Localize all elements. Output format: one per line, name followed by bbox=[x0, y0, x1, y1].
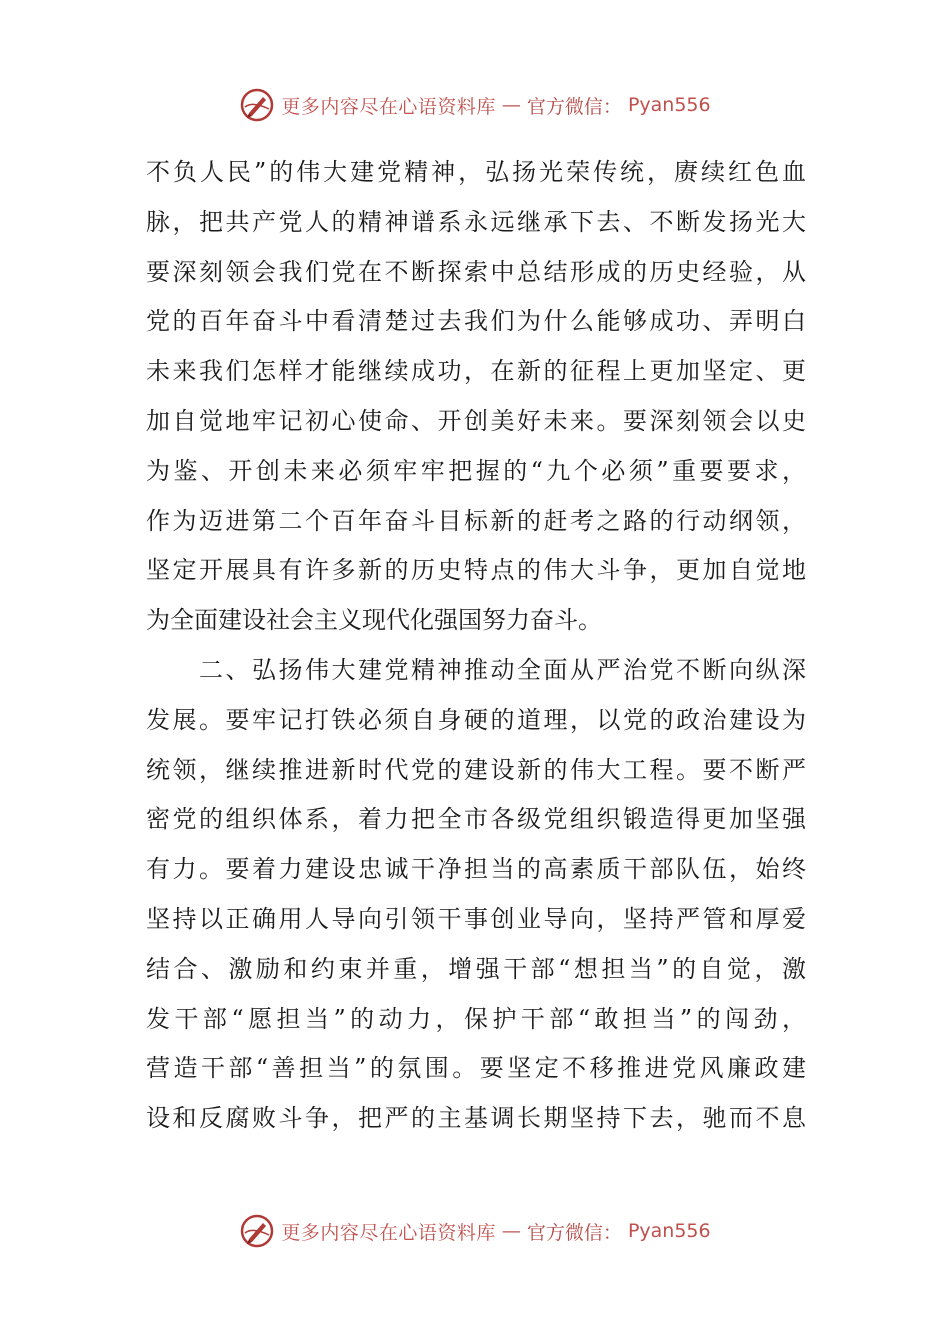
footer-watermark-banner bbox=[0, 1211, 950, 1251]
text-line: 发干部“愿担当”的动力，保护干部“敢担当”的闯劲， bbox=[146, 1004, 806, 1033]
text-line: 为全面建设社会主义现代化强国努力奋斗。 bbox=[146, 606, 602, 635]
banner-dash: — bbox=[501, 1220, 521, 1242]
banner-slogan: 更多内容尽在心语资料库 bbox=[281, 95, 496, 118]
text-line: 营造干部“善担当”的氛围。要坚定不移推进党风廉政建 bbox=[146, 1054, 806, 1083]
banner-wechat-label: 官方微信： bbox=[526, 95, 622, 118]
text-line: 统领，继续推进新时代党的建设新的伟大工程。要不断严 bbox=[146, 755, 806, 784]
document-body bbox=[146, 148, 806, 1144]
text-line: 坚持以正确用人导向引领干事创业导向，坚持严管和厚爱 bbox=[146, 904, 806, 933]
text-line: 为鉴、开创未来必须牢牢把握的“九个必须”重要要求， bbox=[146, 456, 806, 485]
banner-slogan: 更多内容尽在心语资料库 bbox=[281, 1221, 496, 1244]
banner-wechat-label: 官方微信： bbox=[526, 1221, 622, 1244]
text-line: 结合、激励和约束并重，增强干部“想担当”的自觉，激 bbox=[146, 954, 806, 983]
header-watermark-banner bbox=[0, 85, 950, 125]
text-line: 脉，把共产党人的精神谱系永远继承下去、不断发扬光大 bbox=[146, 207, 806, 236]
text-line: 不负人民”的伟大建党精神，弘扬光荣传统，赓续红色血 bbox=[146, 158, 806, 186]
text-line: 加自觉地牢记初心使命、开创美好未来。要深刻领会以史 bbox=[146, 406, 806, 435]
banner-dash: — bbox=[501, 94, 521, 116]
text-line: 有力。要着力建设忠诚干净担当的高素质干部队伍，始终 bbox=[146, 855, 806, 884]
text-line: 坚定开展具有许多新的历史特点的伟大斗争，更加自觉地 bbox=[146, 556, 806, 585]
pen-logo-icon bbox=[239, 1213, 275, 1249]
text-line: 作为迈进第二个百年奋斗目标新的赶考之路的行动纲领， bbox=[146, 506, 806, 535]
text-line: 二、弘扬伟大建党精神推动全面从严治党不断向纵深 bbox=[146, 655, 806, 684]
text-line: 要深刻领会我们党在不断探索中总结形成的历史经验，从 bbox=[146, 257, 806, 286]
banner-wechat-id: Pyan556 bbox=[627, 94, 711, 116]
banner-wechat-id: Pyan556 bbox=[627, 1220, 711, 1242]
text-line: 未来我们怎样才能继续成功，在新的征程上更加坚定、更 bbox=[146, 357, 806, 386]
text-line: 设和反腐败斗争，把严的主基调长期坚持下去，驰而不息 bbox=[146, 1104, 806, 1133]
text-line: 发展。要牢记打铁必须自身硬的道理，以党的政治建设为 bbox=[146, 705, 806, 734]
pen-logo-icon bbox=[239, 87, 275, 123]
text-line: 党的百年奋斗中看清楚过去我们为什么能够成功、弄明白 bbox=[146, 307, 806, 336]
text-line: 密党的组织体系，着力把全市各级党组织锻造得更加坚强 bbox=[146, 805, 806, 834]
